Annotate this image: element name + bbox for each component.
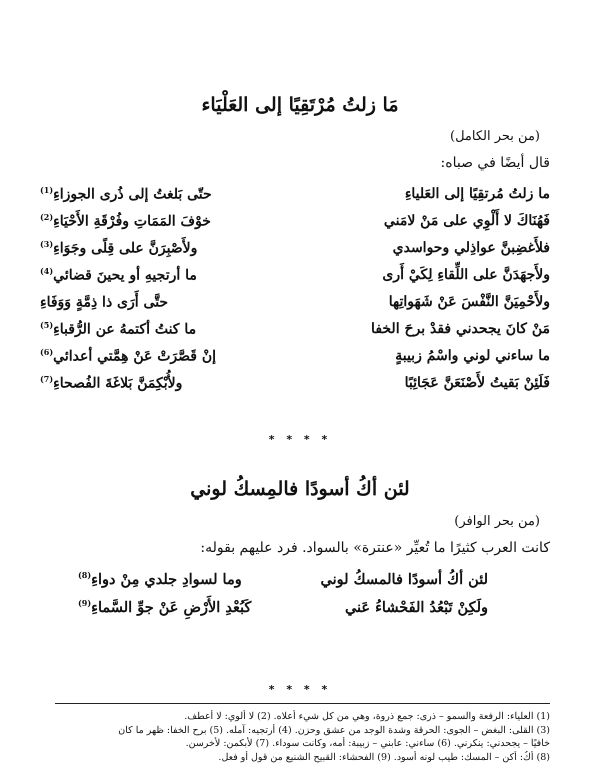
verse (40, 180, 550, 207)
footnote-ref: (2) (40, 211, 54, 222)
verse-second-hemistich: حتّى بَلغتُ إلى ذُرى الجوزاءِ$^{(1)}$ (40, 184, 212, 203)
verse-first-hemistich: فَهُنَاكَ لا أَلْوِي على مَنْ لامَني (383, 212, 550, 229)
footnote-ref: (9) (78, 598, 92, 609)
footnote-divider (55, 703, 550, 704)
verse (78, 565, 488, 593)
footnote-ref: (4) (40, 265, 54, 276)
verse-first-hemistich: مَنْ كانَ يجحدني فقدْ برحَ الخفا (371, 320, 550, 337)
verse (40, 342, 550, 369)
verse-second-hemistich: حتَّى أَرَى ذا ذِمَّةٍ وَوَفَاءِ (40, 294, 169, 311)
section-separator: * * * * (268, 433, 332, 446)
poem2-meter: (من بحر الوافر) (454, 514, 540, 529)
footnote-line: (1) العلياء: الرفعة والسمو – ذرى: جمع ذروة، وهي من كل شيء أعلاه. (2) لا ألوي: لا أعطف. (184, 711, 550, 722)
footnote-ref: (8) (78, 570, 92, 581)
section-separator: * * * * (268, 683, 332, 696)
poem1-meter: (من بحر الكامل) (450, 129, 540, 144)
verse-second-hemistich: ولأُبْكِمَنَّ بَلاغَةَ الفُصحاءِ$^{(7)}$ (40, 373, 183, 392)
verse-first-hemistich: ما زلتُ مُرتقِيًا إلى العَلياءِ (404, 185, 550, 202)
footnote-ref: (1) (40, 184, 54, 195)
verse (40, 207, 550, 234)
footnotes (40, 710, 550, 764)
verse-first-hemistich: لئن أكُ أسودًا فالمسكُ لوني (320, 570, 488, 588)
poem1-intro: قال أيضًا في صباه: (440, 155, 550, 171)
verse (40, 369, 550, 396)
footnote-ref: (7) (40, 373, 54, 384)
poem2-intro: كانت العرب كثيرًا ما تُعيِّر «عنترة» بالسواد. فرد عليهم بقوله: (200, 540, 550, 556)
verse (40, 315, 550, 342)
poem1-title: مَا زلتُ مُرْتَقِيًا إلى العَلْيَاء (201, 94, 399, 116)
verse-second-hemistich: خوْفَ المَمَاتِ وفُرْقَةِ الأَحْيَاءِ$^{(2)}$ (40, 211, 211, 230)
footnote-line: (8) أكُ: أكن – المسك: طيب لونه أسود. (9) الفحشاء: القبيح الشنيع من قول أو فعل. (218, 751, 550, 763)
verse-second-hemistich: كَبُعْدِ الأَرْضِ عَنْ جوِّ السَّماءِ$^{(9)}$ (78, 598, 252, 616)
footnote-ref: (3) (40, 238, 54, 249)
verse (78, 593, 488, 621)
footnote-line: (3) القلى: البغض – الجوى: الحرقة وشدة الوجد من عشق وحزن. (4) أرتجيه: آمله. (5) برح الخفا: ظهر ما كان (118, 724, 550, 736)
verse-second-hemistich: ما كنتُ أكتمهُ عن الرُّقباءِ$^{(5)}$ (40, 319, 197, 338)
poem2-verses (78, 565, 488, 621)
verse-first-hemistich: ولأَجهَدَنَّ على اللِّقاءِ لِكَيْ أَرى (382, 266, 550, 283)
verse-second-hemistich: ما أرتجيهِ أو يحينَ قضائي$^{(4)}$ (40, 265, 197, 284)
verse (40, 234, 550, 261)
verse (40, 288, 550, 315)
verse-first-hemistich: فَلَئِنْ بَقيتُ لأَصْنَعَنَّ عَجَائِبًا (404, 374, 550, 391)
verse-first-hemistich: ولأَحْمِيَنَّ النَّفْسَ عَنْ شَهَواتِها (388, 293, 550, 310)
poem1-verses (40, 180, 550, 396)
verse-second-hemistich: إنْ قَصَّرَتْ عَنْ هِمَّتي أعدائي$^{(6)}$ (40, 346, 217, 365)
verse (40, 261, 550, 288)
footnote-ref: (5) (40, 319, 54, 330)
verse-first-hemistich: ما ساءني لوني واسْمُ زبيبةٍ (395, 347, 550, 364)
verse-first-hemistich: ولَكِنْ تَبْعُدُ الفَحْشاءُ عَني (344, 598, 488, 616)
verse-first-hemistich: فلأَغضِبنَّ عواذِلي وحواسدي (392, 239, 550, 256)
footnote-line: خافيًا – يجحدني: ينكرني. (6) ساءني: عابني – زبيبة: أمه، وكانت سوداء. (7) لأبكمن: لأخرسن. (185, 738, 550, 749)
footnote-ref: (6) (40, 346, 54, 357)
verse-second-hemistich: وما لسوادِ جلدي مِنْ دواءِ$^{(8)}$ (78, 570, 242, 588)
verse-second-hemistich: ولأَصْبِرَنَّ على قِلًى وجَوَاءِ$^{(3)}$ (40, 238, 198, 257)
poem2-title: لئن أكُ أسودًا فالمِسكُ لوني (190, 478, 410, 500)
